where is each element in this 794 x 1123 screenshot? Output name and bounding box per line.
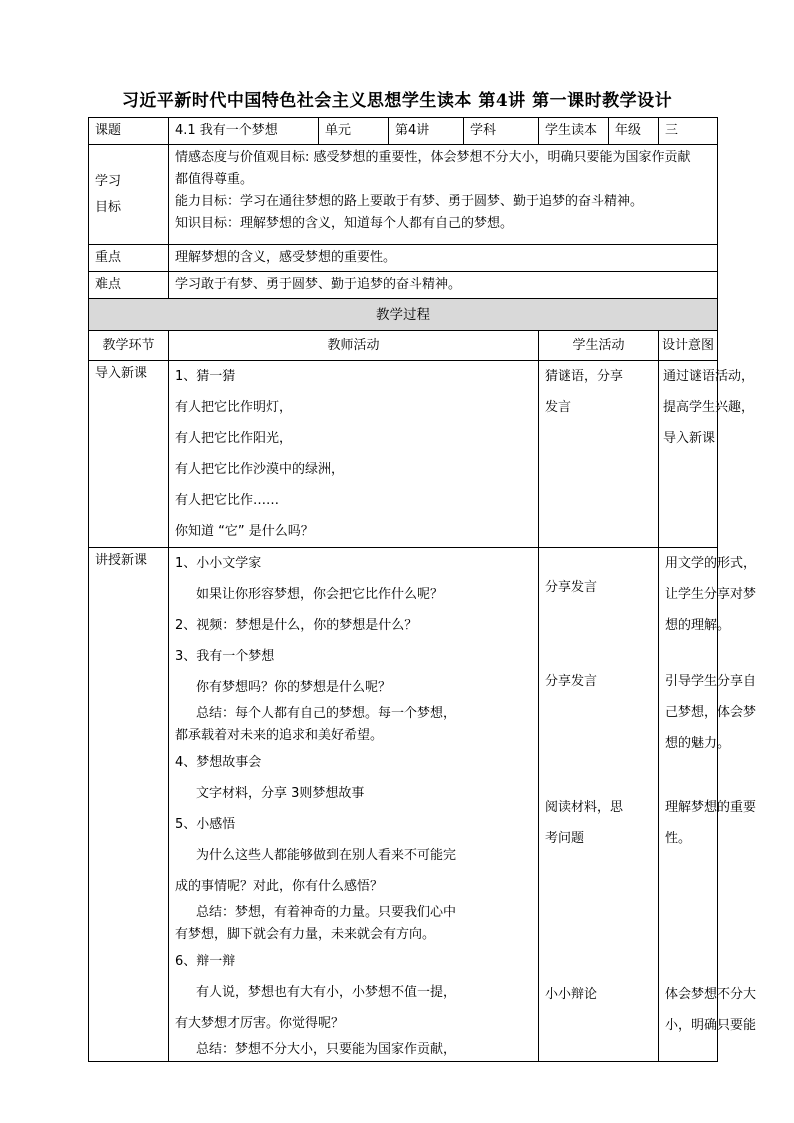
col-teacher: 教师活动 [169, 331, 539, 361]
process-title: 教学过程 [89, 299, 718, 331]
intro-row [89, 361, 718, 548]
key-label: 重点 [89, 245, 169, 272]
goals-row [89, 145, 718, 245]
goals-label: 学习 目标 [89, 145, 169, 245]
col-student: 学生活动 [539, 331, 659, 361]
new-intent: 用文学的形式， 让学生分享对梦 想的理解。 引导学生分享自 己梦想，体会梦 想的魅力。 理解梦想的重要 性。 体会梦想不分大 小，明确只要能 [659, 548, 718, 1062]
lesson-plan-table [88, 117, 757, 1062]
intro-stage: 导入新课 [89, 361, 169, 548]
intro-intent: 通过谜语活动， 提高学生兴趣， 导入新课 [659, 361, 718, 548]
intro-teacher: 1、猜一猜 有人把它比作明灯， 有人把它比作阳光， 有人把它比作沙漠中的绿洲， 有人把它比作…… 你知道 “它” 是什么吗？ [169, 361, 539, 548]
new-stage: 讲授新课 [89, 548, 169, 1062]
new-teacher: 1、小小文学家 如果让你形容梦想，你会把它比作什么呢？ 2、视频：梦想是什么，你的梦想是什么？ 3、我有一个梦想 你有梦想吗？你的梦想是什么呢？ 总结：每个人都有自己的梦想。每一个梦想， 都承载着对未来的追求和美好希望。 4、梦想故事会 文字材料，分享 3则梦想故事 5、小感悟 为什么这些人都能够做到在别人看来不可能完 成的事情呢？对此，你有什么感悟？ 总结：梦想，有着神奇的力量。只要我们心中 有梦想，脚下就会有力量，未来就会有方向。 6、辩一辩 有人说，梦想也有大有小，小梦想不值一提， 有大梦想才厉害。你觉得呢？ 总结：梦想不分大小，只要能为国家作贡献， [169, 548, 539, 1062]
subject-label: 学科 [464, 118, 539, 145]
header-row [89, 118, 718, 145]
col-intent: 设计意图 [659, 331, 718, 361]
document-title: 习近平新时代中国特色社会主义思想学生读本 第4讲 第一课时教学设计 [121, 91, 673, 111]
grade-label: 年级 [609, 118, 659, 145]
process-title-row [89, 299, 718, 331]
subject-value: 学生读本 [539, 118, 609, 145]
new-lesson-row [89, 548, 718, 1062]
unit-label: 单元 [319, 118, 389, 145]
columns-row [89, 331, 718, 361]
goals-text: 情感态度与价值观目标: 感受梦想的重要性，体会梦想不分大小，明确只要能为国家作贡献 都值得尊重。 能力目标：学习在通往梦想的路上要敢于有梦、勇于圆梦、勤于追梦的奋斗精神。 知识目标：理解梦想的含义，知道每个人都有自己的梦想。 [169, 145, 718, 245]
difficulty-row [89, 272, 718, 299]
col-stage: 教学环节 [89, 331, 169, 361]
key-row [89, 245, 718, 272]
difficulty-text: 学习敢于有梦、勇于圆梦、勤于追梦的奋斗精神。 [169, 272, 718, 299]
unit-value: 第4讲 [389, 118, 464, 145]
new-student: 分享发言 分享发言 阅读材料，思 考问题 小小辩论 [539, 548, 659, 1062]
intro-student: 猜谜语，分享 发言 [539, 361, 659, 548]
key-text: 理解梦想的含义，感受梦想的重要性。 [169, 245, 718, 272]
difficulty-label: 难点 [89, 272, 169, 299]
topic-label: 课题 [89, 118, 169, 145]
topic-value: 4.1 我有一个梦想 [169, 118, 319, 145]
grade-value: 三 [659, 118, 718, 145]
